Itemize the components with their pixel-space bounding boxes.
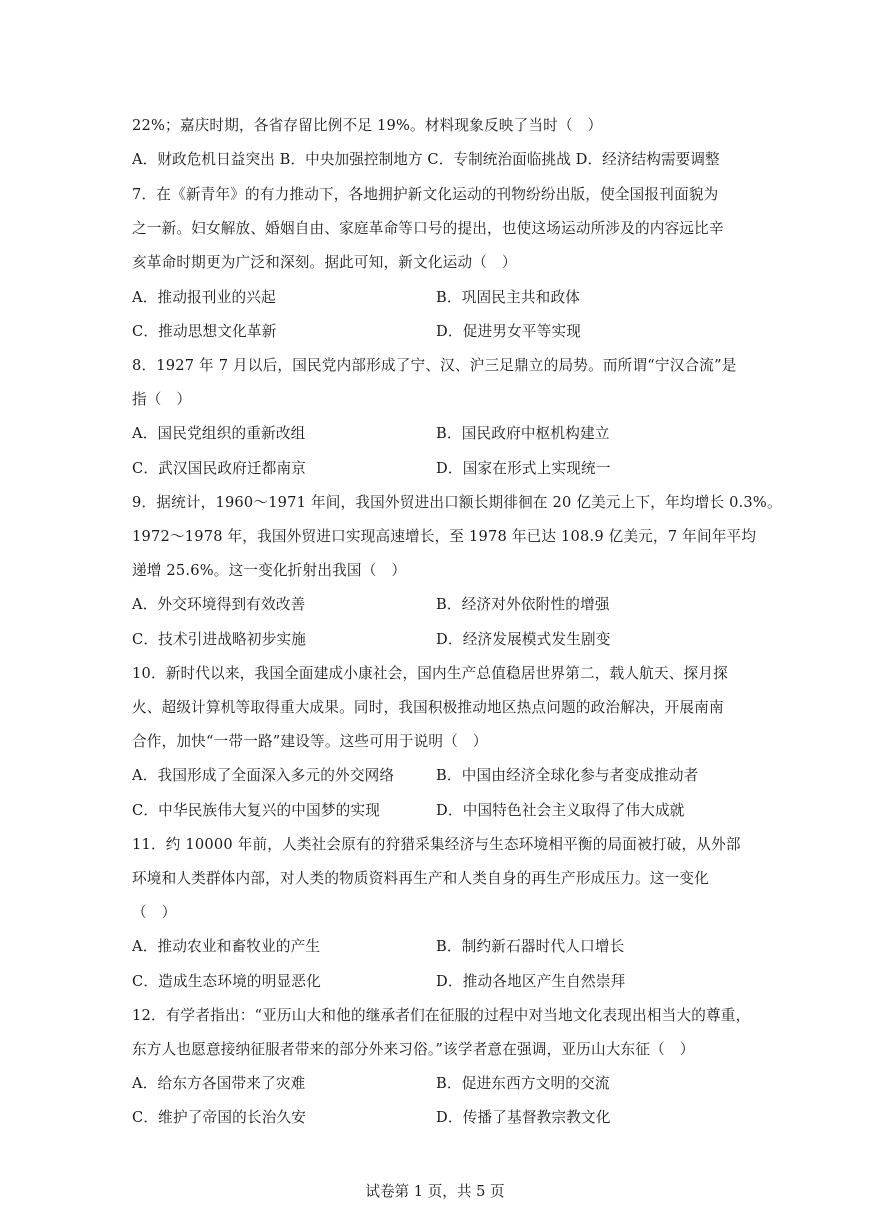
q8-option-d: D．国家在形式上实现统一	[436, 460, 611, 477]
page-footer: 试卷第 1 页，共 5 页	[365, 1183, 505, 1200]
q7-option-b: B．巩固民主共和政体	[436, 289, 581, 306]
q12-option-a: A．给东方各国带来了灾难	[132, 1075, 306, 1092]
q11-stem-line-1: 11．约 10000 年前，人类社会原有的狩猎采集经济与生态环境相平衡的局面被打破，从外部	[132, 836, 741, 853]
q7-option-a: A．推动报刊业的兴起	[132, 289, 276, 306]
q12-option-b: B．促进东西方文明的交流	[436, 1075, 610, 1092]
q11-option-a: A．推动农业和畜牧业的产生	[132, 938, 321, 955]
q6-options: A．财政危机日益突出 B．中央加强控制地方 C．专制统治面临挑战 D．经济结构需要调整	[132, 151, 720, 168]
q8-option-c: C．武汉国民政府迁都南京	[132, 460, 307, 477]
q9-option-a: A．外交环境得到有效改善	[132, 596, 306, 613]
q12-stem-line-1: 12．有学者指出：“亚历山大和他的继承者们在征服的过程中对当地文化表现出相当大的尊重，	[132, 1007, 751, 1024]
q9-stem-line-3: 递增 25.6%。这一变化折射出我国（ ）	[132, 562, 407, 579]
q7-stem-line-2: 之一新。妇女解放、婚姻自由、家庭革命等口号的提出，也使这场运动所涉及的内容远比辛	[132, 220, 724, 237]
q7-stem-line-1: 7．在《新青年》的有力推动下，各地拥护新文化运动的刊物纷纷出版，使全国报刊面貌为	[132, 186, 719, 203]
q9-option-c: C．技术引进战略初步实施	[132, 631, 307, 648]
q8-stem-line-1: 8．1927 年 7 月以后，国民党内部形成了宁、汉、沪三足鼎立的局势。而所谓“宁汉合流”是	[132, 357, 737, 374]
q7-stem-line-3: 亥革命时期更为广泛和深刻。据此可知，新文化运动（ ）	[132, 254, 517, 271]
q8-option-b: B．国民政府中枢机构建立	[436, 425, 610, 442]
q10-stem-line-1: 10．新时代以来，我国全面建成小康社会，国内生产总值稳居世界第二，载人航天、探月探	[132, 665, 728, 682]
q8-stem-line-2: 指（ ）	[132, 391, 192, 408]
q7-option-c: C．推动思想文化革新	[132, 323, 277, 340]
q10-stem-line-3: 合作，加快“一带一路”建设等。这些可用于说明（ ）	[132, 733, 488, 750]
q9-stem-line-2: 1972～1978 年，我国外贸进口实现高速增长，至 1978 年已达 108.9 亿美元，7 年间年平均	[132, 528, 757, 545]
q9-stem-line-1: 9．据统计，1960～1971 年间，我国外贸进出口额长期徘徊在 20 亿美元上下，年均增长 0.3%。	[132, 494, 782, 511]
q11-option-c: C．造成生态环境的明显恶化	[132, 973, 321, 990]
q6-stem-line: 22%；嘉庆时期，各省存留比例不足 19%。材料现象反映了当时（ ）	[132, 117, 603, 134]
q9-option-d: D．经济发展模式发生剧变	[436, 631, 611, 648]
q7-option-d: D．促进男女平等实现	[436, 323, 582, 340]
q12-stem-line-2: 东方人也愿意接纳征服者带来的部分外来习俗。”该学者意在强调，亚历山大东征（ ）	[132, 1041, 695, 1058]
q10-stem-line-2: 火、超级计算机等取得重大成果。同时，我国积极推动地区热点问题的政治解决，开展南南	[132, 699, 724, 716]
q9-option-b: B．经济对外依附性的增强	[436, 596, 610, 613]
q8-option-a: A．国民党组织的重新改组	[132, 425, 306, 442]
q11-stem-line-3: （ ）	[132, 904, 177, 921]
q10-option-a: A．我国形成了全面深入多元的外交网络	[132, 767, 395, 784]
q12-option-d: D．传播了基督教宗教文化	[436, 1109, 611, 1126]
q10-option-d: D．中国特色社会主义取得了伟大成就	[436, 802, 685, 819]
q10-option-c: C．中华民族伟大复兴的中国梦的实现	[132, 802, 381, 819]
q11-option-b: B．制约新石器时代人口增长	[436, 938, 625, 955]
q11-option-d: D．推动各地区产生自然崇拜	[436, 973, 626, 990]
q11-stem-line-2: 环境和人类群体内部，对人类的物质资料再生产和人类自身的再生产形成压力。这一变化	[132, 870, 709, 887]
q12-option-c: C．维护了帝国的长治久安	[132, 1109, 307, 1126]
q10-option-b: B．中国由经济全球化参与者变成推动者	[436, 767, 699, 784]
